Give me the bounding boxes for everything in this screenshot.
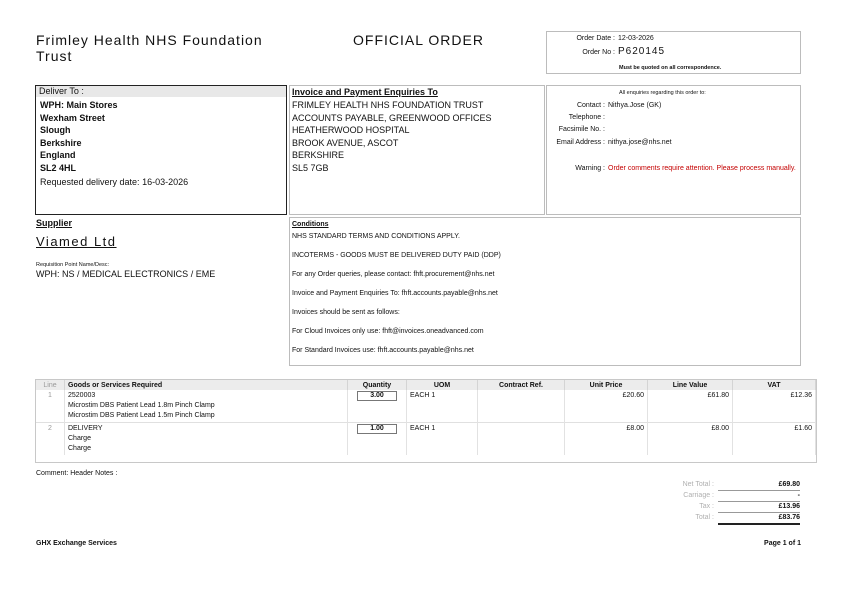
item-desc: Charge bbox=[68, 445, 91, 452]
deliver-line: WPH: Main Stores bbox=[40, 100, 118, 110]
cell-uom: EACH 1 bbox=[407, 390, 478, 423]
total-label: Total : bbox=[695, 514, 714, 521]
organisation-name: Frimley Health NHS Foundation Trust bbox=[36, 32, 263, 64]
cell-contract bbox=[478, 390, 565, 423]
deliver-to-box bbox=[35, 85, 287, 215]
page-number: Page 1 of 1 bbox=[764, 540, 801, 547]
order-no-note: Must be quoted on all correspondence. bbox=[619, 65, 722, 71]
carriage-label: Carriage : bbox=[683, 492, 714, 499]
cell-contract bbox=[478, 423, 565, 456]
order-info-box bbox=[546, 31, 801, 74]
order-number: P620145 bbox=[618, 46, 666, 57]
conditions-box bbox=[289, 217, 801, 366]
cell-unit-price: £20.60 bbox=[565, 390, 648, 423]
email-address[interactable]: nithya.jose@nhs.net bbox=[608, 139, 672, 146]
col-uom: UOM bbox=[407, 380, 478, 390]
cell-uom: EACH 1 bbox=[407, 423, 478, 456]
requisition-point: WPH: NS / MEDICAL ELECTRONICS / EME bbox=[36, 269, 216, 279]
condition-line: For any Order queries, please contact: fhft.procurement@nhs.net bbox=[292, 271, 495, 278]
telephone-label: Telephone : bbox=[568, 114, 605, 121]
table-row bbox=[36, 423, 816, 456]
condition-line: NHS STANDARD TERMS AND CONDITIONS APPLY. bbox=[292, 233, 460, 240]
warning-label: Warning : bbox=[575, 165, 605, 172]
enquiries-note: All enquiries regarding this order to: bbox=[619, 90, 706, 96]
invoice-line: SL5 7GB bbox=[292, 162, 329, 173]
invoice-line: FRIMLEY HEALTH NHS FOUNDATION TRUST bbox=[292, 100, 484, 110]
invoice-line: BERKSHIRE bbox=[292, 150, 345, 160]
condition-line: INCOTERMS - GOODS MUST BE DELIVERED DUTY PAID (DDP) bbox=[292, 252, 501, 259]
col-goods: Goods or Services Required bbox=[65, 380, 348, 390]
conditions-heading: Conditions bbox=[292, 221, 329, 228]
item-code: 2520003 bbox=[68, 392, 96, 399]
contact-label: Contact : bbox=[576, 102, 605, 109]
cell-line: 2 bbox=[36, 423, 65, 456]
col-unit-price: Unit Price bbox=[565, 380, 648, 390]
email-label: Email Address : bbox=[556, 139, 605, 146]
deliver-line: Slough bbox=[40, 125, 71, 135]
deliver-line: SL2 4HL bbox=[40, 162, 77, 173]
contact-name: Nithya.Jose (GK) bbox=[608, 102, 662, 109]
item-desc: Charge bbox=[68, 435, 91, 442]
invoice-heading: Invoice and Payment Enquiries To bbox=[292, 87, 438, 97]
cell-vat: £12.36 bbox=[733, 390, 816, 423]
item-code: DELIVERY bbox=[68, 425, 103, 432]
invoice-line: BROOK AVENUE, ASCOT bbox=[292, 137, 399, 148]
invoice-box bbox=[289, 85, 545, 215]
order-date-label: Order Date : bbox=[576, 35, 615, 42]
col-quantity: Quantity bbox=[348, 380, 407, 390]
col-line: Line bbox=[36, 380, 65, 390]
order-date: 12-03-2026 bbox=[618, 35, 654, 42]
header-notes: Comment: Header Notes : bbox=[36, 470, 118, 477]
net-total: £69.80 bbox=[718, 480, 800, 491]
item-desc: Microstim DBS Patient Lead 1.5m Pinch Clamp bbox=[68, 412, 215, 419]
condition-line: For Standard Invoices use: fhft.accounts.payable@nhs.net bbox=[292, 347, 474, 354]
cell-vat: £1.60 bbox=[733, 423, 816, 456]
deliver-line: Wexham Street bbox=[40, 112, 105, 123]
requested-delivery-date: Requested delivery date: 16-03-2026 bbox=[40, 177, 189, 187]
item-desc: Microstim DBS Patient Lead 1.8m Pinch Clamp bbox=[68, 402, 215, 409]
invoice-line: HEATHERWOOD HOSPITAL bbox=[292, 125, 410, 135]
requisition-point-label: Requisition Point Name/Desc: bbox=[36, 262, 110, 268]
deliver-line: England bbox=[40, 150, 76, 160]
cell-unit-price: £8.00 bbox=[565, 423, 648, 456]
order-no-label: Order No : bbox=[582, 49, 615, 56]
table-row bbox=[36, 390, 816, 423]
tax-label: Tax : bbox=[699, 503, 714, 510]
col-line-value: Line Value bbox=[648, 380, 733, 390]
cell-line-value: £8.00 bbox=[648, 423, 733, 456]
invoice-line: ACCOUNTS PAYABLE, GREENWOOD OFFICES bbox=[292, 112, 492, 123]
supplier-name: Viamed Ltd bbox=[36, 234, 117, 249]
cell-goods bbox=[65, 390, 348, 423]
enquiries-box bbox=[546, 85, 801, 215]
supplier-heading: Supplier bbox=[36, 218, 73, 228]
net-total-label: Net Total : bbox=[682, 481, 714, 488]
condition-line: For Cloud Invoices only use: fhft@invoices.oneadvanced.com bbox=[292, 328, 484, 335]
condition-line: Invoices should be sent as follows: bbox=[292, 309, 400, 316]
carriage-value: - bbox=[718, 491, 800, 502]
col-contract: Contract Ref. bbox=[478, 380, 565, 390]
cell-quantity: 1.00 bbox=[357, 424, 397, 434]
footer-provider: GHX Exchange Services bbox=[36, 540, 117, 547]
deliver-line: Berkshire bbox=[40, 137, 82, 148]
col-vat: VAT bbox=[733, 380, 816, 390]
cell-quantity: 3.00 bbox=[357, 391, 397, 401]
order-lines-table bbox=[35, 379, 817, 463]
grand-total: £83.76 bbox=[718, 513, 800, 525]
deliver-to-heading: Deliver To : bbox=[36, 86, 286, 97]
cell-line: 1 bbox=[36, 390, 65, 423]
cell-line-value: £61.80 bbox=[648, 390, 733, 423]
cell-goods bbox=[65, 423, 348, 456]
warning-message: Order comments require attention. Please process manually. bbox=[608, 165, 796, 172]
fax-label: Facsimile No. : bbox=[558, 126, 605, 133]
document-title: OFFICIAL ORDER bbox=[353, 32, 484, 48]
tax-value: £13.96 bbox=[718, 502, 800, 513]
condition-line: Invoice and Payment Enquiries To: fhft.accounts.payable@nhs.net bbox=[292, 290, 498, 297]
